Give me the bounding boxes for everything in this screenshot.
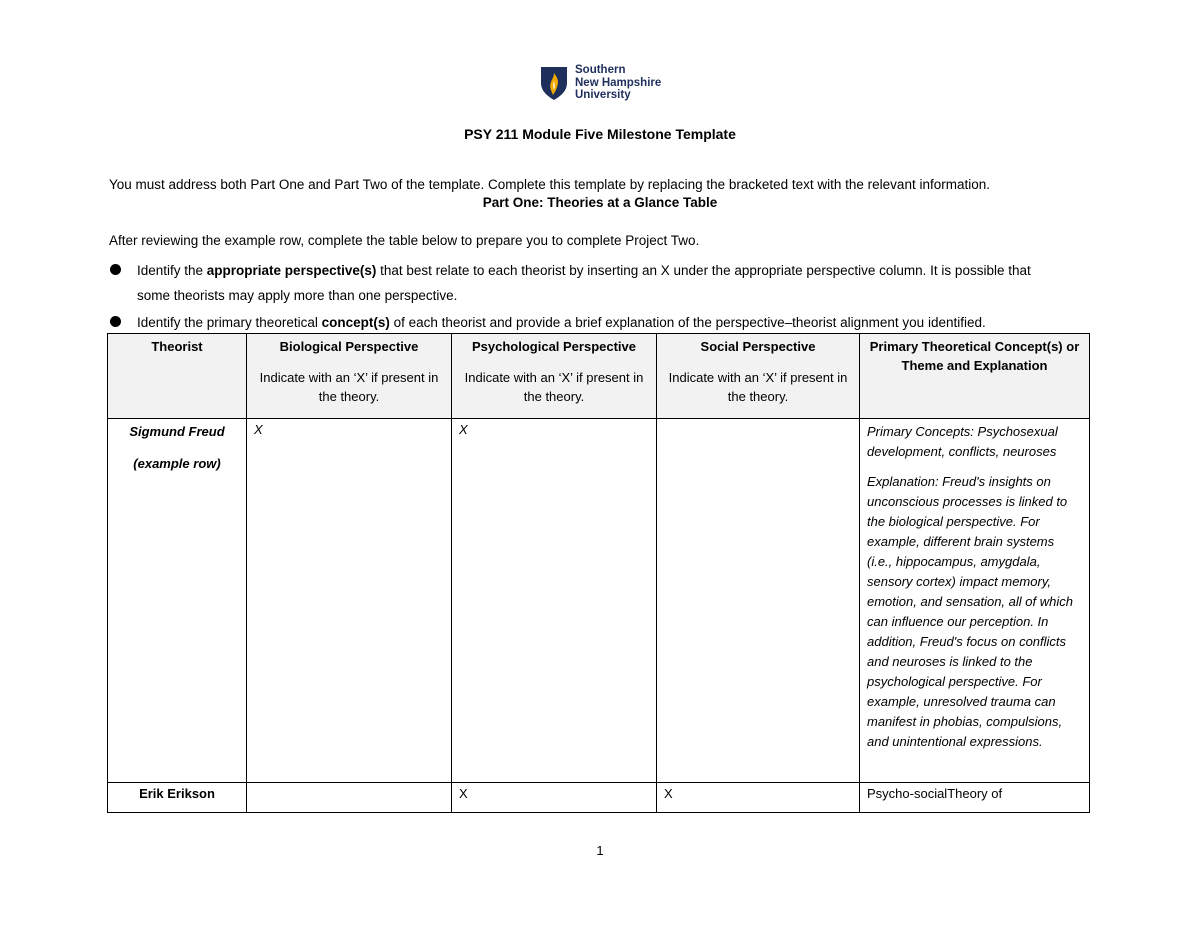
bullet2-pre: Identify the primary theoretical <box>137 315 322 330</box>
table-header-row <box>108 334 1090 419</box>
bullet1-bold: appropriate perspective(s) <box>206 263 377 278</box>
logo-wordmark <box>575 64 661 102</box>
header-biological-label: Biological Perspective <box>279 339 419 354</box>
cell-concept[interactable]: Psycho-socialTheory of <box>860 783 1090 813</box>
theorist-name: Sigmund Freud <box>129 424 225 439</box>
example-row-note: (example row) <box>133 456 221 471</box>
instruction-item <box>109 258 1089 308</box>
concept-explanation: Explanation: Freud's insights on unconscious processes is linked to the biological perspective. For example, different brain systems (i.e., hippocampus, amygdala, sensory cortex) impact memory, emotion, and sensation, all of which can influence our perception. In addition, Freud's focus on conflicts and neuroses is linked to the psychological perspective. For example, unresolved trauma can manifest in phobias, compulsions, and unintentional expressions. <box>867 474 1073 749</box>
instruction-list <box>109 258 1089 337</box>
bullet2-post: of each theorist and provide a brief explanation of the perspective–theorist alignment you identified. <box>389 315 986 330</box>
header-concept <box>860 334 1090 419</box>
bullet-icon <box>110 264 121 275</box>
logo-line-2: New Hampshire <box>575 76 662 89</box>
intro-text: You must address both Part One and Part Two of the template. Complete this template by replacing the bracketed text with the relevant information. <box>109 177 990 192</box>
bullet1-post: that best relate to each theorist by inserting an X under the appropriate perspective column. It is possible that <box>376 263 1031 278</box>
cell-theorist <box>108 419 247 783</box>
primary-concepts: Primary Concepts: Psychosexual development, conflicts, neuroses <box>867 424 1058 459</box>
cell-theorist <box>108 783 247 813</box>
bullet2-bold: concept(s) <box>321 315 390 330</box>
header-social-label: Social Perspective <box>700 339 816 354</box>
theorist-name: Erik Erikson <box>139 786 215 801</box>
cell-concept <box>860 419 1090 783</box>
table-row <box>108 783 1090 813</box>
university-logo <box>539 64 661 102</box>
cell-biological[interactable] <box>247 783 452 813</box>
theories-table <box>107 333 1090 813</box>
header-concept-label: Primary Theoretical Concept(s) or Theme and Explanation <box>869 339 1080 373</box>
logo-line-3: University <box>575 89 631 101</box>
header-social-note: Indicate with an ‘X’ if present in the theory. <box>668 370 848 404</box>
header-theorist <box>108 334 247 419</box>
logo-line-1: Southern <box>575 64 626 76</box>
cell-social[interactable]: X <box>657 783 860 813</box>
bullet-icon <box>110 316 121 327</box>
table-row <box>108 419 1090 783</box>
header-psychological <box>452 334 657 419</box>
after-review-text: After reviewing the example row, complete the table below to prepare you to complete Project Two. <box>109 233 700 248</box>
part-one-title: Part One: Theories at a Glance Table <box>482 195 718 210</box>
header-biological <box>247 334 452 419</box>
cell-psychological[interactable]: X <box>452 783 657 813</box>
header-biological-note: Indicate with an ‘X’ if present in the theory. <box>259 370 439 404</box>
document-title: PSY 211 Module Five Milestone Template <box>464 126 736 142</box>
cell-biological: X <box>247 419 452 783</box>
bullet1-pre: Identify the <box>137 263 207 278</box>
cell-social <box>657 419 860 783</box>
header-psychological-note: Indicate with an ‘X’ if present in the theory. <box>464 370 644 404</box>
cell-psychological: X <box>452 419 657 783</box>
instruction-item <box>109 310 1089 335</box>
shield-flame-icon <box>539 65 569 101</box>
header-psychological-label: Psychological Perspective <box>471 339 637 354</box>
header-theorist-label: Theorist <box>151 339 203 354</box>
page-number: 1 <box>596 843 604 858</box>
bullet1-line2: some theorists may apply more than one perspective. <box>137 288 458 303</box>
header-social <box>657 334 860 419</box>
